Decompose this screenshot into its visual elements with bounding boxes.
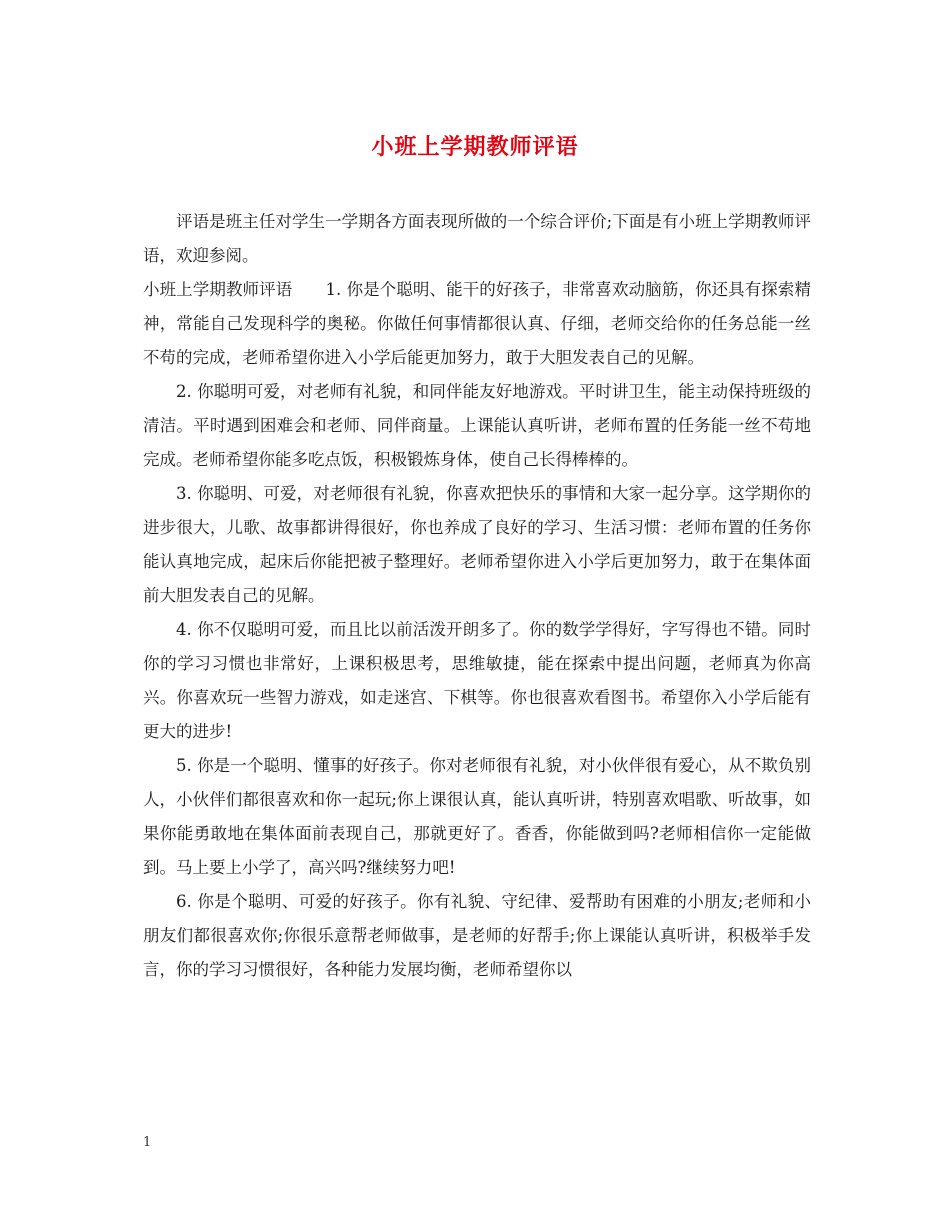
document-body	[143, 205, 811, 987]
comment-paragraph-5: 5. 你是一个聪明、懂事的好孩子。你对老师很有礼貌，对小伙伴很有爱心，从不欺负别人，小伙伴们都很喜欢和你一起玩;你上课很认真，能认真听讲，特别喜欢唱歌、听故事，如果你能勇敢地在集体面前表现自己，那就更好了。香香，你能做到吗?老师相信你一定能做到。马上要上小学了，高兴吗?继续努力吧!	[143, 756, 811, 877]
document-title: 小班上学期教师评语	[371, 134, 579, 160]
comment-paragraph-3: 3. 你聪明、可爱，对老师很有礼貌，你喜欢把快乐的事情和大家一起分享。这学期你的进步很大，儿歌、故事都讲得很好，你也养成了良好的学习、生活习惯：老师布置的任务你能认真地完成，起床后你能把被子整理好。老师希望你进入小学后更加努力，敢于在集体面前大胆发表自己的见解。	[143, 484, 811, 605]
comment-paragraph-1: 小班上学期教师评语 1. 你是个聪明、能干的好孩子，非常喜欢动脑筋，你还具有探索精神，常能自己发现科学的奥秘。你做任何事情都很认真、仔细，老师交给你的任务总能一丝不苟的完成，老师希望你进入小学后能更加努力，敢于大胆发表自己的见解。	[143, 280, 811, 367]
page-number: 1	[143, 1135, 152, 1150]
comment-paragraph-6: 6. 你是个聪明、可爱的好孩子。你有礼貌、守纪律、爱帮助有困难的小朋友;老师和小朋友们都很喜欢你;你很乐意帮老师做事，是老师的好帮手;你上课能认真听讲，积极举手发言，你的学习习惯很好，各种能力发展均衡，老师希望你以	[143, 892, 811, 979]
intro-paragraph: 评语是班主任对学生一学期各方面表现所做的一个综合评价;下面是有小班上学期教师评语，欢迎参阅。	[143, 212, 811, 265]
comment-paragraph-2: 2. 你聪明可爱，对老师有礼貌，和同伴能友好地游戏。平时讲卫生，能主动保持班级的清洁。平时遇到困难会和老师、同伴商量。上课能认真听讲，老师布置的任务能一丝不苟地完成。老师希望你能多吃点饭，积极锻炼身体，使自己长得棒棒的。	[143, 382, 811, 469]
comment-paragraph-4: 4. 你不仅聪明可爱，而且比以前活泼开朗多了。你的数学学得好，字写得也不错。同时你的学习习惯也非常好，上课积极思考，思维敏捷，能在探索中提出问题，老师真为你高兴。你喜欢玩一些智力游戏，如走迷宫、下棋等。你也很喜欢看图书。希望你入小学后能有更大的进步!	[143, 620, 811, 741]
